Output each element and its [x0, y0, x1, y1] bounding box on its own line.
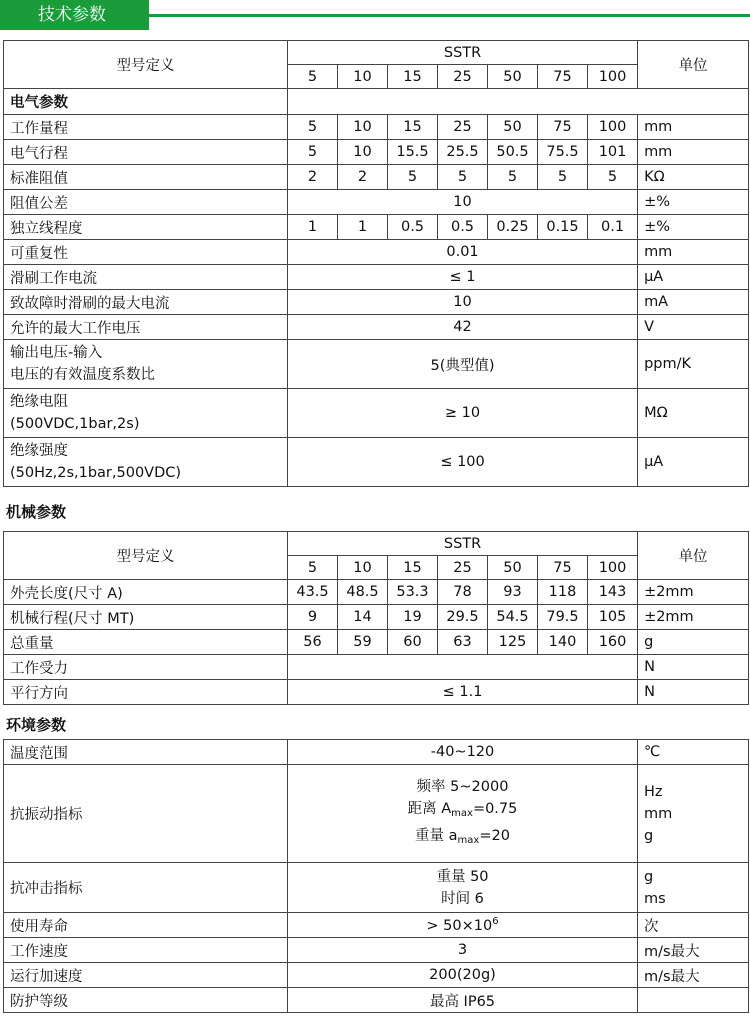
cell: ≤ 1: [288, 265, 638, 290]
unit-label: 单位: [638, 41, 749, 89]
cell: 25.5: [438, 140, 488, 165]
row-label: 阻值公差: [4, 190, 288, 215]
row-label-line: 绝缘电阻: [10, 394, 68, 410]
row-label-line: 电压的有效温度系数比: [10, 367, 155, 383]
cell: 2: [288, 165, 338, 190]
unit-line: g: [644, 868, 654, 885]
cell: 15: [388, 115, 438, 140]
row-label: [4, 438, 288, 487]
model-label: 型号定义: [4, 532, 288, 580]
cell: 100: [588, 115, 638, 140]
row-label: 使用寿命: [4, 913, 288, 938]
cell: 5: [388, 165, 438, 190]
table-row: [4, 938, 749, 963]
model-label: 型号定义: [4, 41, 288, 89]
label: 重量 a: [415, 827, 458, 844]
cell: 50.5: [488, 140, 538, 165]
superscript: 6: [492, 916, 499, 927]
cell: 59: [338, 630, 388, 655]
cell: 79.5: [538, 605, 588, 630]
unit-cell: g: [638, 630, 749, 655]
cell: 60: [388, 630, 438, 655]
table-row: [4, 290, 749, 315]
cell: 125: [488, 630, 538, 655]
cell: ≤ 1.1: [288, 680, 638, 705]
row-label: 温度范围: [4, 740, 288, 765]
shock-weight: 重量 50: [436, 868, 489, 885]
row-label: [4, 340, 288, 389]
environment-section-title: 环境参数: [6, 716, 67, 734]
row-label: 工作速度: [4, 938, 288, 963]
table-row: [4, 115, 749, 140]
cell: 0.01: [288, 240, 638, 265]
cell: 101: [588, 140, 638, 165]
unit-cell: [638, 988, 749, 1013]
unit-cell: μA: [638, 438, 749, 487]
table-row: [4, 605, 749, 630]
unit-cell: N: [638, 655, 749, 680]
row-label-line: (500VDC,1bar,2s): [10, 416, 140, 432]
unit-cell: KΩ: [638, 165, 749, 190]
mechanical-table: [3, 531, 749, 705]
unit-line: g: [644, 827, 654, 844]
cell: 43.5: [288, 580, 338, 605]
cell: 25: [438, 115, 488, 140]
table-row: [4, 963, 749, 988]
row-label: 滑刷工作电流: [4, 265, 288, 290]
model-50: 50: [488, 65, 538, 89]
model-50: 50: [488, 556, 538, 580]
cell: 9: [288, 605, 338, 630]
model-10: 10: [338, 65, 388, 89]
unit-cell: ppm/K: [638, 340, 749, 389]
unit-cell: m/s最大: [638, 938, 749, 963]
cell: 5: [438, 165, 488, 190]
row-label: 总重量: [4, 630, 288, 655]
cell: 105: [588, 605, 638, 630]
table-row: [4, 913, 749, 938]
row-label: 标准阻值: [4, 165, 288, 190]
table-row: [4, 165, 749, 190]
shock-time: 时间 6: [441, 890, 484, 907]
cell: 2: [338, 165, 388, 190]
unit-cell: [638, 863, 749, 913]
table-row: [4, 215, 749, 240]
section-header-title: 技术参数: [0, 0, 149, 30]
unit-cell: mm: [638, 240, 749, 265]
table-row: [4, 765, 749, 863]
vibration-frequency: 频率 5~2000: [416, 778, 509, 795]
table-row: [4, 190, 749, 215]
table-row: [4, 630, 749, 655]
unit-cell: ±2mm: [638, 580, 749, 605]
series-name: SSTR: [288, 532, 638, 556]
cell: 56: [288, 630, 338, 655]
cell: [288, 655, 638, 680]
unit-cell: m/s最大: [638, 963, 749, 988]
table-row: [4, 740, 749, 765]
row-label: [4, 389, 288, 438]
model-75: 75: [538, 556, 588, 580]
unit-cell: ±%: [638, 215, 749, 240]
row-label-line: 绝缘强度: [10, 443, 68, 459]
unit-line: Hz: [644, 783, 663, 800]
row-label: 电气行程: [4, 140, 288, 165]
cell: 93: [488, 580, 538, 605]
table-row: [4, 680, 749, 705]
value: =20: [479, 827, 510, 844]
model-10: 10: [338, 556, 388, 580]
cell: 53.3: [388, 580, 438, 605]
cell: 3: [288, 938, 638, 963]
row-label: 可重复性: [4, 240, 288, 265]
row-label: 独立线程度: [4, 215, 288, 240]
row-label: 工作受力: [4, 655, 288, 680]
cell: 5: [288, 140, 338, 165]
table-row: [4, 389, 749, 438]
series-name: SSTR: [288, 41, 638, 65]
unit-cell: mA: [638, 290, 749, 315]
row-label: 外壳长度(尺寸 A): [4, 580, 288, 605]
cell: [288, 913, 638, 938]
cell: 75.5: [538, 140, 588, 165]
model-25: 25: [438, 556, 488, 580]
table-row: [4, 655, 749, 680]
row-label: 致故障时滑刷的最大电流: [4, 290, 288, 315]
cell: 48.5: [338, 580, 388, 605]
subscript: max: [457, 834, 480, 846]
unit-line: mm: [644, 805, 673, 822]
unit-cell: mm: [638, 115, 749, 140]
cell: 143: [588, 580, 638, 605]
cell: 75: [538, 115, 588, 140]
row-label: 平行方向: [4, 680, 288, 705]
cell: 最高 IP65: [288, 988, 638, 1013]
unit-cell: N: [638, 680, 749, 705]
table-row: [4, 265, 749, 290]
cell: 5(典型值): [288, 340, 638, 389]
table-row: [4, 140, 749, 165]
electrical-section-title: 电气参数: [4, 89, 288, 115]
cell: -40~120: [288, 740, 638, 765]
model-15: 15: [388, 65, 438, 89]
unit-cell: V: [638, 315, 749, 340]
cell: 5: [538, 165, 588, 190]
cell: 0.5: [438, 215, 488, 240]
table-row: [4, 438, 749, 487]
model-100: 100: [588, 65, 638, 89]
cell: 1: [338, 215, 388, 240]
cell: 10: [338, 115, 388, 140]
cell: 118: [538, 580, 588, 605]
cell: 29.5: [438, 605, 488, 630]
unit-cell: ±2mm: [638, 605, 749, 630]
section-header: [0, 0, 750, 30]
row-label: 抗振动指标: [4, 765, 288, 863]
model-15: 15: [388, 556, 438, 580]
cell: 14: [338, 605, 388, 630]
unit-cell: ±%: [638, 190, 749, 215]
row-label: 机械行程(尺寸 MT): [4, 605, 288, 630]
row-label-line: 输出电压-输入: [10, 345, 103, 361]
cell: 15.5: [388, 140, 438, 165]
mechanical-section-title: 机械参数: [6, 503, 67, 521]
cell: 0.15: [538, 215, 588, 240]
row-label-line: (50Hz,2s,1bar,500VDC): [10, 465, 182, 481]
table-row: [4, 315, 749, 340]
table-row: [4, 580, 749, 605]
unit-cell: mm: [638, 140, 749, 165]
environment-table: [3, 739, 749, 1013]
unit-label: 单位: [638, 532, 749, 580]
cell: 140: [538, 630, 588, 655]
row-label: 允许的最大工作电压: [4, 315, 288, 340]
model-100: 100: [588, 556, 638, 580]
cell: 0.5: [388, 215, 438, 240]
cell: 160: [588, 630, 638, 655]
cell: 0.25: [488, 215, 538, 240]
row-label: 防护等级: [4, 988, 288, 1013]
cell: 5: [288, 115, 338, 140]
table-row: [4, 988, 749, 1013]
electrical-table: [3, 40, 749, 487]
table-row: [4, 863, 749, 913]
model-5: 5: [288, 65, 338, 89]
vibration-weight: [288, 825, 637, 852]
life-value: > 50×10: [426, 918, 493, 934]
cell: 10: [338, 140, 388, 165]
cell: ≥ 10: [288, 389, 638, 438]
unit-cell: [638, 765, 749, 863]
cell: ≤ 100: [288, 438, 638, 487]
shock-values: [288, 863, 638, 913]
unit-line: ms: [644, 890, 666, 907]
cell: 78: [438, 580, 488, 605]
table-row: [4, 340, 749, 389]
cell: 50: [488, 115, 538, 140]
cell: 19: [388, 605, 438, 630]
model-25: 25: [438, 65, 488, 89]
header-divider: [149, 14, 750, 17]
unit-cell: μA: [638, 265, 749, 290]
cell: 63: [438, 630, 488, 655]
cell: 5: [588, 165, 638, 190]
cell: 10: [288, 290, 638, 315]
cell: 200(20g): [288, 963, 638, 988]
cell: 54.5: [488, 605, 538, 630]
subscript: max: [451, 807, 473, 819]
model-5: 5: [288, 556, 338, 580]
cell: 42: [288, 315, 638, 340]
value: =0.75: [472, 800, 518, 817]
table-row: [4, 240, 749, 265]
cell: 10: [288, 190, 638, 215]
cell: 0.1: [588, 215, 638, 240]
label: 距离 A: [407, 800, 452, 817]
row-label: 工作量程: [4, 115, 288, 140]
vibration-values: [288, 765, 638, 863]
cell: 5: [488, 165, 538, 190]
unit-cell: 次: [638, 913, 749, 938]
row-label: 运行加速度: [4, 963, 288, 988]
row-label: 抗冲击指标: [4, 863, 288, 913]
cell: 1: [288, 215, 338, 240]
empty-cell: [288, 89, 749, 115]
vibration-distance: [288, 798, 637, 825]
model-75: 75: [538, 65, 588, 89]
unit-cell: ℃: [638, 740, 749, 765]
unit-cell: MΩ: [638, 389, 749, 438]
